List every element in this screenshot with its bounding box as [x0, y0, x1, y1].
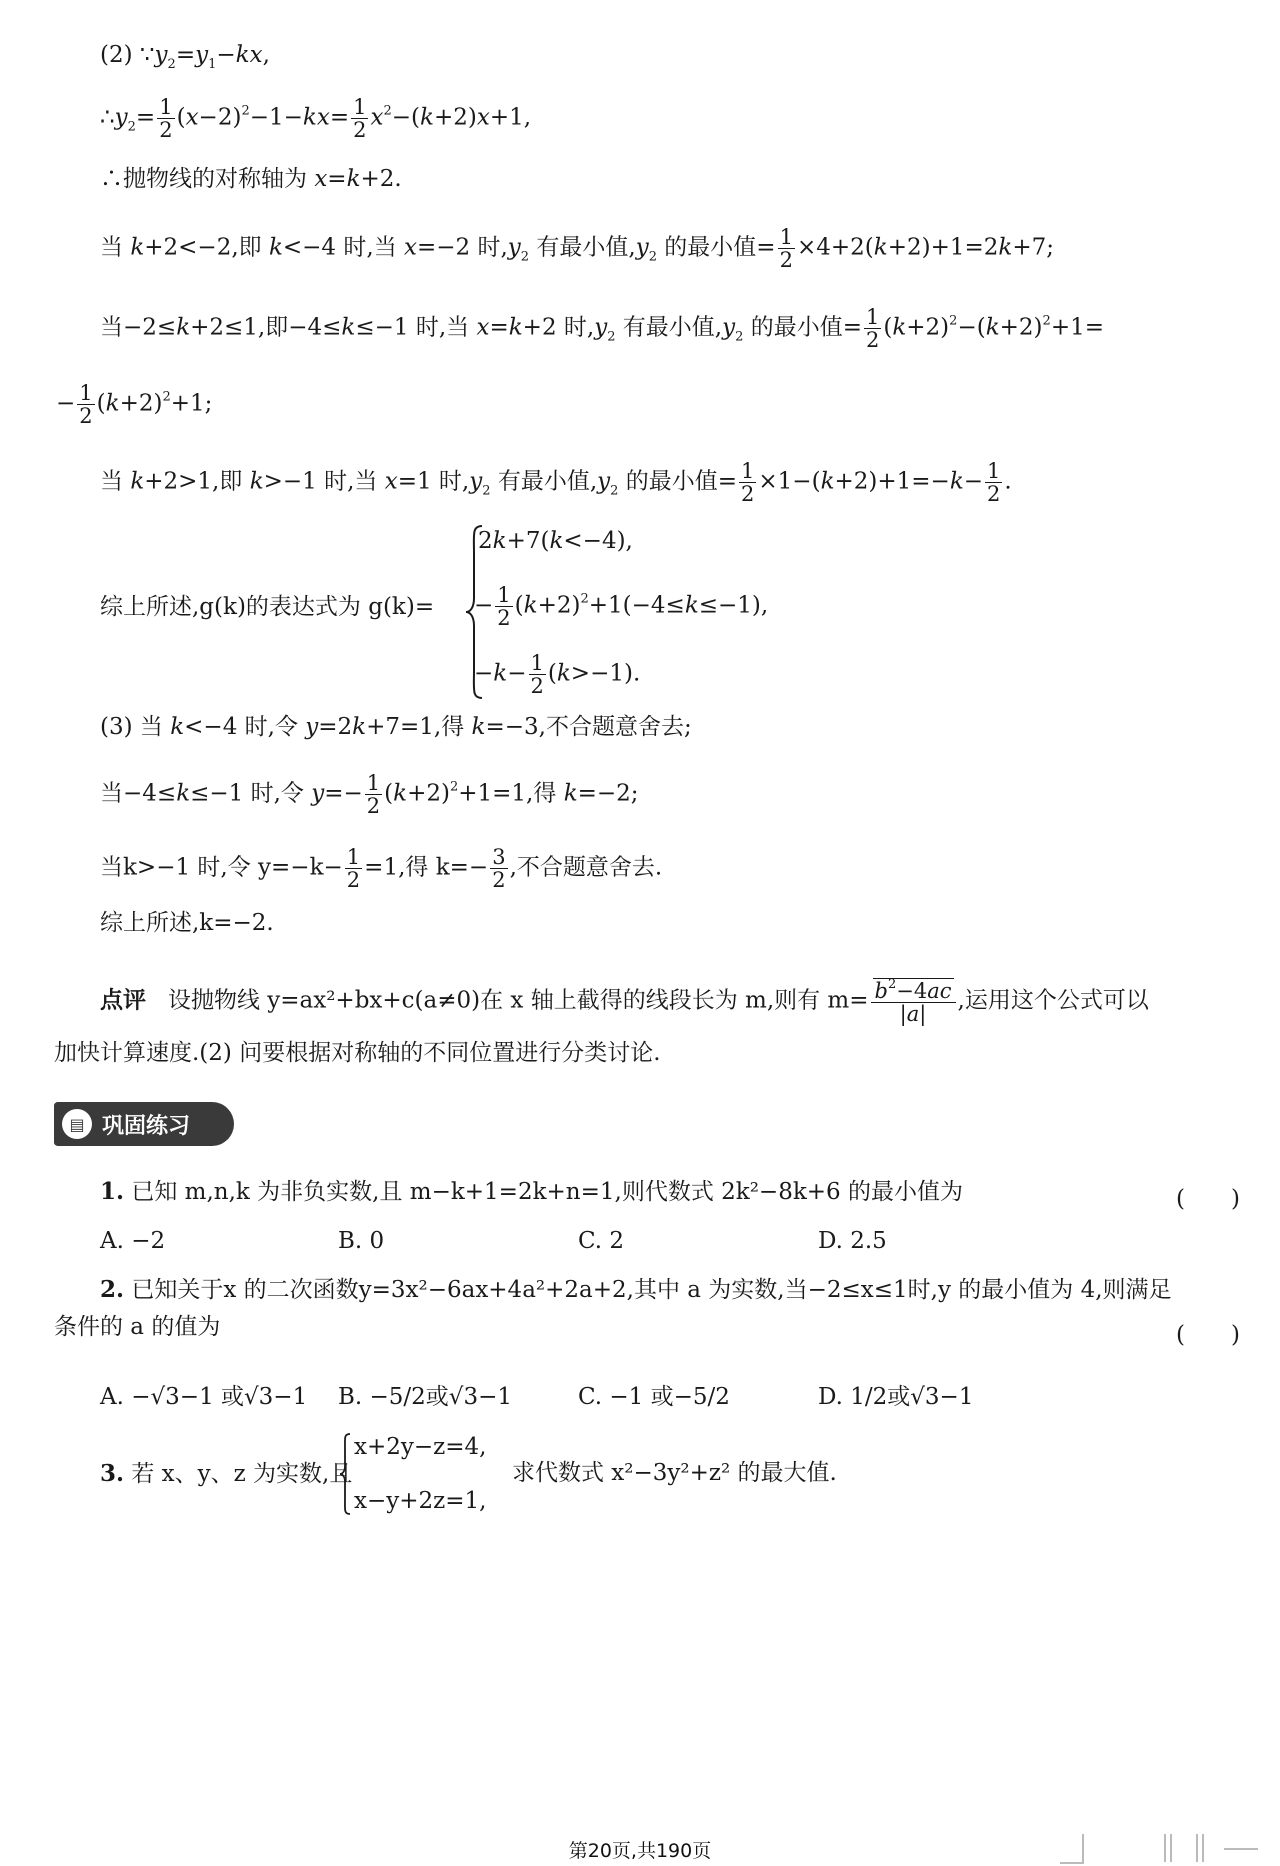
- review-label: 点评: [100, 987, 146, 1014]
- solution-case1-line: 当 k+2<−2,即 k<−4 时,当 x=−2 时$,y_2$ 有最小值$,y_2$ 的最小值= $\frac{1}{2}$ ×4+2(k+2)+1=2k+7;: [100, 225, 1054, 273]
- exercise-2-option-b[interactable]: B. −5/2或√3−1: [338, 1384, 513, 1410]
- exercise-1-number: 1.: [100, 1178, 125, 1205]
- review-text-part2: ,运用这个公式可以: [957, 987, 1149, 1014]
- section-title: 巩固练习: [102, 1113, 191, 1139]
- exercise-2-stem-line2: 条件的 a 的值为: [54, 1314, 221, 1340]
- solution-axis-line: ∴抛物线的对称轴为 x=k+2.: [100, 166, 402, 192]
- scan-mark-mid: [1164, 1834, 1172, 1862]
- solution-part3-line2: 当−4≤k≤−1 时,令 y=− $\frac{1}{2}$ $(k+2)^2+1=1$,得 k=−2;: [100, 771, 639, 819]
- review-text-part1: 设抛物线 y=ax²+bx+c(a≠0)在 x 轴上截得的线段长为 m,则有 m=: [167, 987, 869, 1014]
- system-eq1: x+2y−z=4,: [354, 1434, 487, 1460]
- review-line2: 加快计算速度.(2) 问要根据对称轴的不同位置进行分类讨论.: [54, 1040, 661, 1066]
- piecewise-label: 综上所述,g(k)的表达式为 g(k)=: [100, 594, 435, 620]
- page-footer: 第20页,共190页: [568, 1840, 712, 1862]
- solution-final: 综上所述,k=−2.: [100, 910, 274, 936]
- section-header: [54, 1102, 234, 1146]
- scan-mark-left: [1060, 1834, 1084, 1864]
- solution-case2-line1: 当−2≤k+2≤1,即−4≤k≤−1 时,当 x=k+2 时$,y_2$ 有最小值$,y_2$ 的最小值= $\frac{1}{2}$ $(k+2)^2-(k+2)^2+1=$: [100, 305, 1104, 353]
- exercise-2-number: 2.: [100, 1276, 125, 1303]
- piecewise-case1: 2k+7(k<−4),: [478, 528, 633, 554]
- exercise-3-prefix: [100, 1462, 352, 1486]
- part2-label: (2): [100, 42, 133, 68]
- solution-part3-line1: (3) 当 k<−4 时,令 y=2k+7=1,得 k=−3,不合题意舍去;: [100, 714, 692, 740]
- piecewise-case3: −k− $\frac{1}{2}$ (k>−1).: [474, 651, 641, 699]
- exercise-1-option-d[interactable]: D. 2.5: [818, 1228, 887, 1254]
- exercise-2-stem-line1: [100, 1278, 1172, 1302]
- system-brace: [338, 1432, 352, 1516]
- case3-suffix: =1,得 k=−: [364, 854, 489, 881]
- review-line1: 点评 设抛物线 y=ax²+bx+c(a≠0)在 x 轴上截得的线段长为 m,则有 m= $\frac{b^2-4ac}{|a|}$ ,运用这个公式可以: [100, 977, 1149, 1027]
- solution-part2-line1: (2) $\because y_2=y_1-kx$,: [100, 42, 270, 72]
- exercise-1-stem: [100, 1180, 963, 1204]
- exercise-2-option-d[interactable]: D. 1/2或√3−1: [818, 1384, 974, 1410]
- part3-label: (3): [100, 714, 133, 740]
- system-eq2: x−y+2z=1,: [354, 1488, 487, 1514]
- exercise-3-text-prefix: 若 x、y、z 为实数,且: [131, 1461, 353, 1487]
- exercise-1-option-c[interactable]: C. 2: [578, 1228, 625, 1254]
- scan-mark-right: [1196, 1834, 1204, 1862]
- exercise-2-text-1: 已知关于x 的二次函数y=3x²−6ax+4a²+2a+2,其中 a 为实数,当−2≤x≤1时,y 的最小值为 4,则满足: [131, 1277, 1172, 1303]
- exercise-2-bracket: ( ): [1176, 1322, 1240, 1348]
- solution-case3-line: 当 k+2>1,即 k>−1 时,当 x=1 时$,y_2$ 有最小值$,y_2$ 的最小值= $\frac{1}{2}$ ×1−(k+2)+1=−k− $\frac{1}{2}$ .: [100, 459, 1012, 507]
- exercise-2-option-c[interactable]: C. −1 或−5/2: [578, 1384, 730, 1410]
- solution-part3-line3: 当k>−1 时,令 y=−k− $\frac{1}{2}$ =1,得 k=− $\frac{3}{2}$ ,不合题意舍去.: [100, 845, 663, 893]
- solution-part2-line2: $\therefore y_2=$ $\frac{1}{2}$ $(x-2)^2-1-kx=$ $\frac{1}{2}$ $x^2-(k+2)x+1$,: [100, 95, 532, 143]
- exercise-1-option-a[interactable]: A. −2: [100, 1228, 166, 1254]
- document-icon: ▤: [62, 1109, 92, 1139]
- exercise-1-option-b[interactable]: B. 0: [338, 1228, 385, 1254]
- case3-prefix: 当k>−1 时,令 y=−k−: [100, 854, 343, 881]
- piecewise-case2: − $\frac{1}{2}$ $(k+2)^2+1(-4\le k\le-1)$,: [474, 583, 769, 631]
- solution-case2-line2: − $\frac{1}{2}$ $(k+2)^2+1$;: [56, 381, 213, 429]
- exercise-3-suffix: 求代数式 x²−3y²+z² 的最大值.: [512, 1460, 837, 1486]
- exercise-1-bracket: ( ): [1176, 1186, 1240, 1212]
- exercise-2-option-a[interactable]: A. −√3−1 或√3−1: [100, 1384, 308, 1410]
- case3-end: ,不合题意舍去.: [509, 854, 663, 881]
- exercise-3-number: 3.: [100, 1460, 125, 1487]
- scan-mark-line: [1224, 1848, 1258, 1850]
- exercise-1-text: 已知 m,n,k 为非负实数,且 m−k+1=2k+n=1,则代数式 2k²−8k+6 的最小值为: [131, 1179, 963, 1205]
